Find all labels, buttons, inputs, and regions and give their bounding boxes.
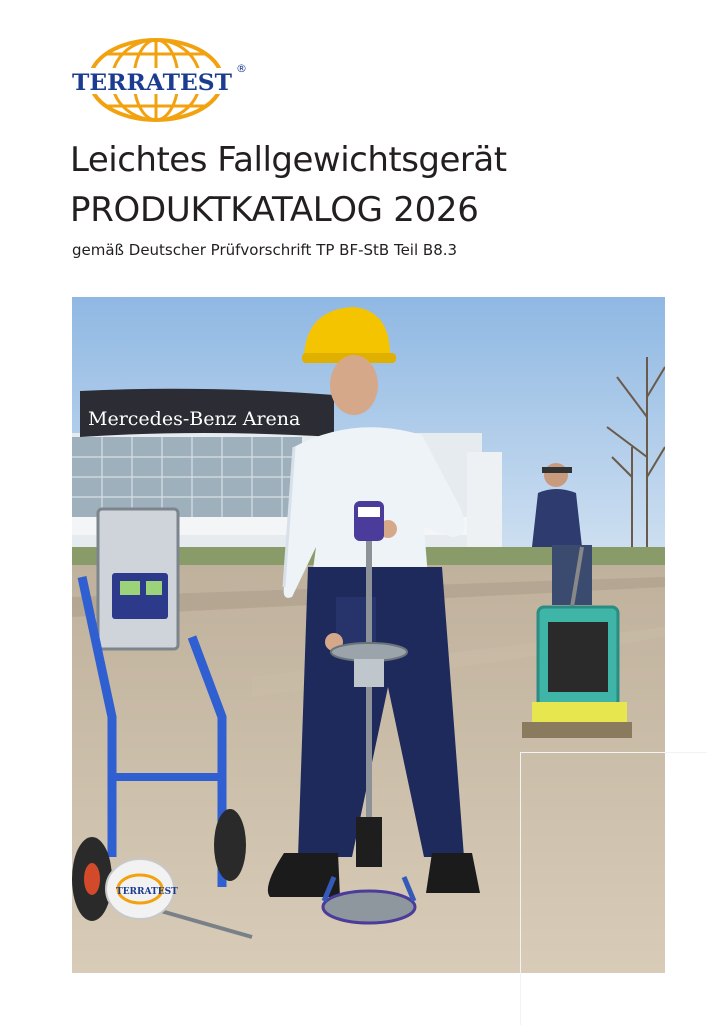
globe-logo-icon — [68, 32, 253, 128]
title-line-2: PRODUKTKATALOG 2026 — [70, 190, 479, 230]
cart-logo-text: TERRATEST — [116, 887, 178, 897]
registered-mark: ® — [236, 62, 247, 75]
decorative-frame — [520, 752, 707, 1025]
arena-sign: Mercedes-Benz Arena — [88, 408, 301, 430]
subtitle: gemäß Deutscher Prüfvorschrift TP BF-StB Teil B8.3 — [72, 241, 458, 259]
title-line-1: Leichtes Fallgewichtsgerät — [70, 140, 507, 180]
logo-brand-text: TERRATEST — [72, 70, 233, 96]
terratest-logo — [68, 32, 253, 128]
